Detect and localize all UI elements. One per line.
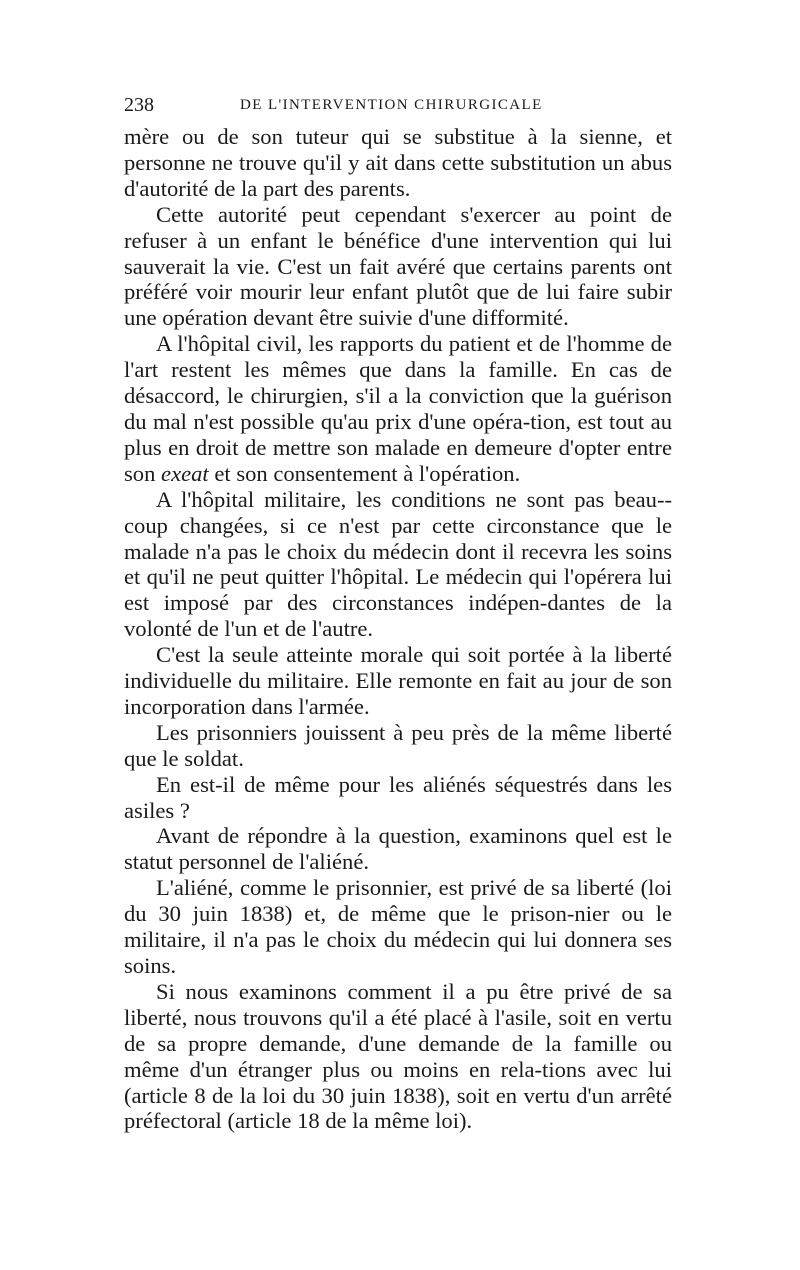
- paragraph: [124, 823, 672, 875]
- paragraph: [124, 772, 672, 824]
- paragraph-text: et son consentement à l'opération.: [208, 460, 521, 486]
- paragraph: [124, 979, 672, 1134]
- paragraph: [124, 202, 672, 332]
- body-text: [124, 124, 672, 1134]
- paragraph-text: Si nous examinons comment il a pu être privé de sa liberté, nous trouvons qu'il a été placé à l'asile, soit en vertu de sa propre demande, d'une demande de la famille ou même d'un étranger plus ou moins en rela-tions avec lui (article 8 de la loi du 30 juin 1838), soit en vertu d'un arrêté préfectoral (article 18 de la même loi).: [124, 978, 672, 1134]
- paragraph: [124, 642, 672, 720]
- paragraph: [124, 720, 672, 772]
- paragraph-text: mère ou de son tuteur qui se substitue à la sienne, et personne ne trouve qu'il y ait dans cette substitution un abus d'autorité de la part des parents.: [124, 124, 672, 201]
- page-number: 238: [124, 94, 154, 116]
- paragraph-text: C'est la seule atteinte morale qui soit portée à la liberté individuelle du militaire. Elle remonte en fait au jour de son incorporation dans l'armée.: [124, 642, 672, 719]
- page-header: [124, 94, 672, 118]
- paragraph-text: En est-il de même pour les aliénés séquestrés dans les asiles ?: [124, 771, 672, 823]
- italic-term: exeat: [161, 460, 209, 486]
- paragraph: [124, 331, 672, 486]
- paragraph: [124, 487, 672, 642]
- paragraph-text: A l'hôpital civil, les rapports du patient et de l'homme de l'art restent les mêmes que dans la famille. En cas de désaccord, le chirurgien, s'il a la conviction que la guérison du mal n'est possible qu'au prix d'une opéra-tion, est tout au plus en droit de mettre son malade en demeure d'opter entre son: [124, 331, 672, 486]
- paragraph-text: Avant de répondre à la question, examinons quel est le statut personnel de l'aliéné.: [124, 823, 672, 875]
- paragraph: [124, 875, 672, 979]
- paragraph-text: A l'hôpital militaire, les conditions ne sont pas beau-coup changées, si ce n'est par cette circonstance que le malade n'a pas le choix du médecin dont il recevra les soins et qu'il ne peut quitter l'hôpital. Le médecin qui l'opérera lui est imposé par des circonstances indépen-dantes de la volonté de l'un et de l'autre.: [124, 486, 672, 642]
- running-title: DE L'INTERVENTION CHIRURGICALE: [240, 97, 543, 113]
- paragraph-text: L'aliéné, comme le prisonnier, est privé de sa liberté (loi du 30 juin 1838) et, de même que le prison-nier ou le militaire, il n'a pas le choix du médecin qui lui donnera ses soins.: [124, 875, 672, 978]
- paragraph-text: Cette autorité peut cependant s'exercer au point de refuser à un enfant le bénéfice d'une intervention qui lui sauverait la vie. C'est un fait avéré que certains parents ont préféré voir mourir leur enfant plutôt que de lui faire subir une opération devant être suivie d'une difformité.: [124, 201, 672, 331]
- paragraph: [124, 124, 672, 202]
- paragraph-text: Les prisonniers jouissent à peu près de la même liberté que le soldat.: [124, 719, 672, 771]
